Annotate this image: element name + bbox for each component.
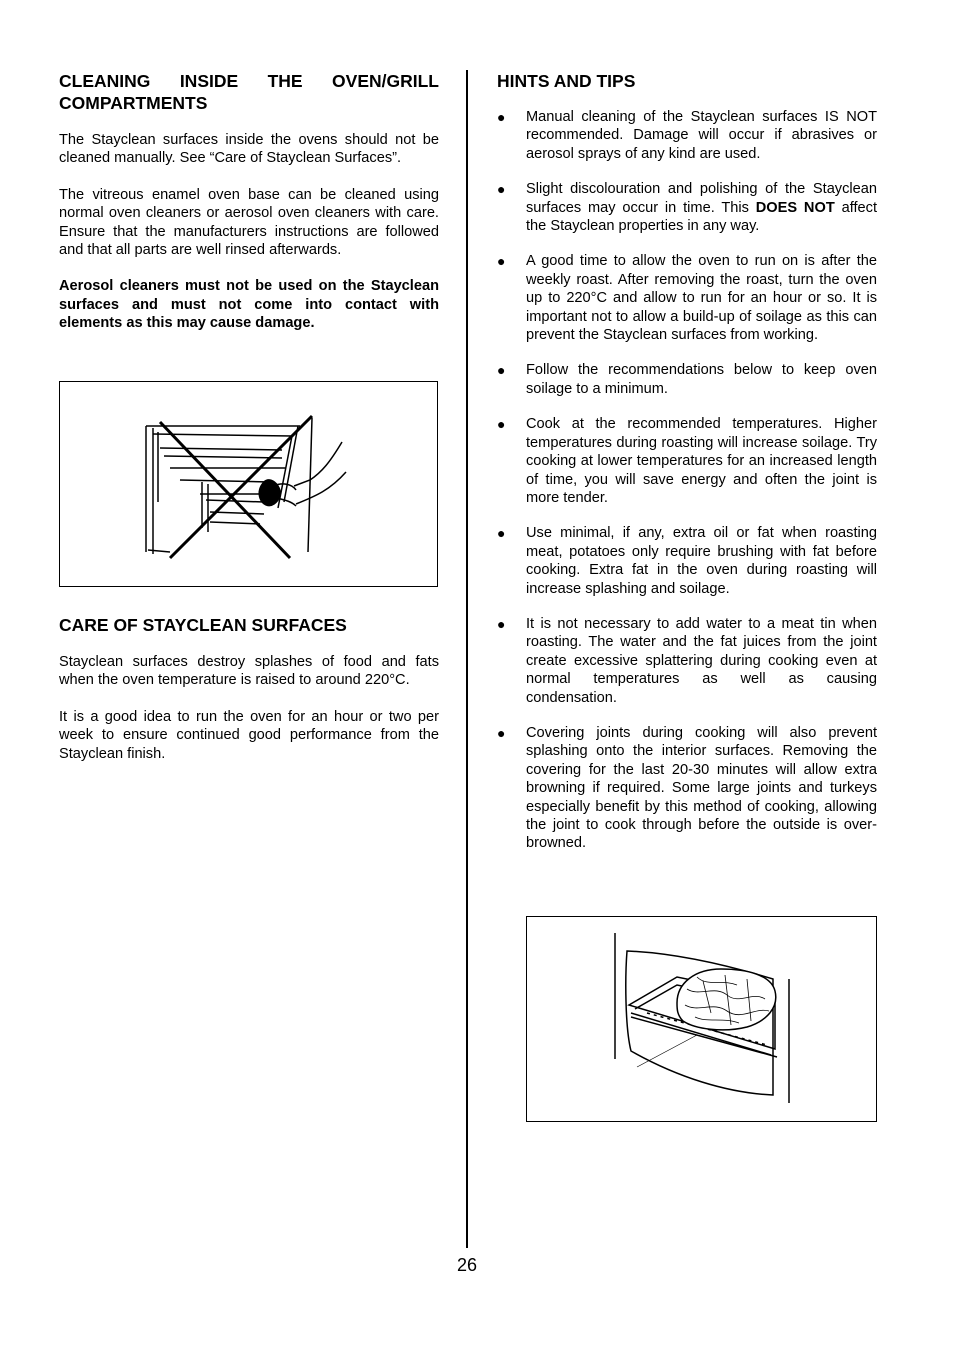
tip-text: Slight discolouration and polishing of the Stayclean surfaces may occur in time. This — [526, 181, 877, 216]
list-item — [497, 252, 877, 344]
tip-text: Manual cleaning of the Stayclean surfaces IS NOT recommended. Damage will occur if abrasives or aerosol sprays of any kind are used. — [526, 109, 877, 162]
hints-heading: HINTS AND TIPS — [497, 71, 636, 91]
covered-joint-illustration — [527, 917, 875, 1120]
care-paragraph-2: It is a good idea to run the oven for an hour or two per week to ensure continued good performance from the Stayclean finish. — [59, 708, 439, 762]
list-item — [497, 524, 877, 598]
tip-text: Cook at the recommended temperatures. Higher temperatures during roasting will increase soilage. Try cooking at lower temperatures for an increased length of time, you will save energy and often the joint is more tender. — [526, 416, 877, 506]
right-column — [497, 70, 877, 853]
bullet-icon: ● — [497, 615, 506, 632]
tips-list — [497, 108, 877, 853]
tip-text: Use minimal, if any, extra oil or fat when roasting meat, potatoes only require brushing with fat before cooking. Extra fat in the oven during roasting will increase splashing and soilage. — [526, 525, 877, 597]
tip-bold-text: DOES NOT — [755, 199, 835, 216]
bullet-icon: ● — [497, 362, 506, 379]
care-section — [59, 614, 439, 763]
tip-text: Follow the recommendations below to keep oven soilage to a minimum. — [526, 362, 877, 397]
cleaning-heading-line2: COMPARTMENTS — [59, 93, 208, 113]
bullet-icon: ● — [497, 525, 506, 542]
bullet-icon: ● — [497, 109, 506, 125]
page-number: 26 — [456, 1255, 478, 1275]
list-item — [497, 415, 877, 507]
care-paragraph-1: Stayclean surfaces destroy splashes of food and fats when the oven temperature is raised to around 220°C. — [59, 654, 439, 689]
bullet-icon: ● — [497, 416, 506, 433]
manual-cleaning-prohibited-figure — [59, 381, 438, 587]
care-heading: CARE OF STAYCLEAN SURFACES — [59, 615, 347, 635]
cleaning-paragraph-2: The vitreous enamel oven base can be cleaned using normal oven cleaners or aerosol oven cleaners with care. Ensure that the manufacturers instructions are followed and that all parts are well rinsed afterwards. — [59, 186, 439, 259]
tip-text: A good time to allow the oven to run on is after the weekly roast. After removing the roast, turn the oven up to 220°C and allow to run for an hour or so. It is important not to allow a build-up of soilage as this can prevent the Stayclean surfaces from working. — [526, 253, 877, 344]
bullet-icon: ● — [497, 253, 506, 270]
list-item — [497, 361, 877, 398]
column-divider — [466, 70, 468, 1248]
aerosol-warning: Aerosol cleaners must not be used on the Stayclean surfaces and must not come into contact with elements as this may cause damage. — [59, 278, 439, 332]
bullet-icon: ● — [497, 724, 506, 741]
tip-text: Covering joints during cooking will also prevent splashing onto the interior surfaces. Removing the covering for the last 20-30 minutes will allow extra browning if required. Some large joints and turkeys especially benefit by this method of cooking, allowing the joint to cook through before the outside is over-browned. — [526, 724, 877, 852]
list-item — [497, 724, 877, 853]
list-item — [497, 615, 877, 707]
bullet-icon: ● — [497, 181, 506, 198]
list-item — [497, 180, 877, 235]
cleaning-heading-line1: CLEANING INSIDE THE OVEN/GRILL — [59, 71, 439, 91]
crossed-out-cleaning-illustration — [60, 382, 436, 585]
left-column — [59, 70, 439, 333]
cleaning-paragraph-1: The Stayclean surfaces inside the ovens should not be cleaned manually. See “Care of Stayclean Surfaces”. — [59, 132, 439, 167]
covered-joint-figure — [526, 916, 877, 1122]
tip-text: affect the Stayclean properties in any way. — [526, 199, 878, 235]
tip-text: It is not necessary to add water to a meat tin when roasting. The water and the fat juices from the joint create excessive splattering during cooking even at normal temperatures as well as causing condensation. — [526, 615, 877, 706]
list-item — [497, 108, 877, 163]
